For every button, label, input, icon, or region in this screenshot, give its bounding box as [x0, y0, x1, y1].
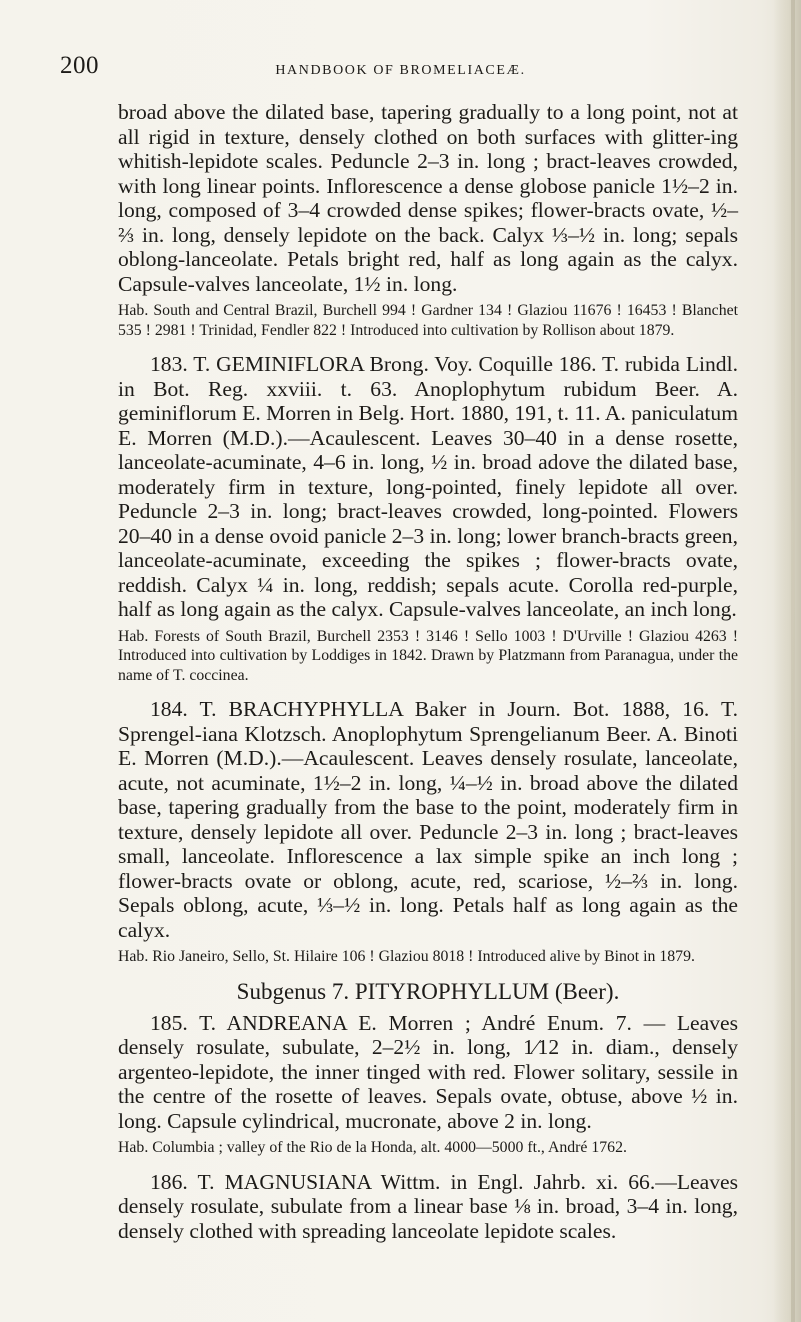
- page-binding-edge: [791, 0, 795, 1322]
- species-entry-186: 186. T. MAGNUSIANA Wittm. in Engl. Jahrb. xi. 66.—Leaves densely rosulate, subulate from a linear base ⅛ in. broad, 3–4 in. long, densely clothed with spreading lanceolate lepidote scales.: [118, 1169, 738, 1243]
- page-number: 200: [60, 52, 99, 79]
- habitat-note: Hab. Rio Janeiro, Sello, St. Hilaire 106 ! Glaziou 8018 ! Introduced alive by Binot in 1879.: [118, 948, 695, 965]
- page-text: [118, 100, 738, 1243]
- habitat-note: Hab. Forests of South Brazil, Burchell 2353 ! 3146 ! Sello 1003 ! D'Urville ! Glaziou 4263 ! Introduced into cultivation by Loddiges in 1842. Drawn by Platzmann from Paranagua, under the name of T. coccinea.: [118, 627, 738, 684]
- subgenus-heading: Subgenus 7. PITYROPHYLLUM (Beer).: [236, 978, 620, 1004]
- species-entry-185: 185. T. ANDREANA E. Morren ; André Enum. 7. — Leaves densely rosulate, subulate, 2–2½ in. long, 1⁄12 in. diam., densely argenteo-lepidote, the inner tinged with red. Flower solitary, sessile in the centre of the rosette of leaves. Sepals ovate, obtuse, above ½ in. long. Capsule cylindrical, mucronate, above 2 in. long.: [118, 1010, 738, 1133]
- habitat-note: Hab. Columbia ; valley of the Rio de la Honda, alt. 4000—5000 ft., André 1762.: [118, 1139, 627, 1156]
- running-head: HANDBOOK OF BROMELIACEÆ.: [275, 63, 526, 78]
- page-edge-shadow: [773, 0, 801, 1322]
- paragraph-continuation: broad above the dilated base, tapering gradually to a long point, not at all rigid in texture, densely clothed on both surfaces with glitter-ing whitish-lepidote scales. Peduncle 2–3 in. long ; bract-leaves crowded, with long linear points. Inflorescence a dense globose panicle 1½–2 in. long, composed of 3–4 crowded dense spikes; flower-bracts ovate, ½–⅔ in. long, densely lepidote on the back. Calyx ⅓–½ in. long; sepals oblong-lanceolate. Petals bright red, half as long again as the calyx. Capsule-valves lanceolate, 1½ in. long.: [118, 100, 738, 296]
- habitat-note: Hab. South and Central Brazil, Burchell 994 ! Gardner 134 ! Glaziou 11676 ! 16453 ! Blanchet 535 ! 2981 ! Trinidad, Fendler 822 ! Introduced into cultivation by Rollison about 1879.: [118, 302, 738, 339]
- species-entry-184: 184. T. BRACHYPHYLLA Baker in Journ. Bot. 1888, 16. T. Sprengel-iana Klotzsch. Anoplophytum Sprengelianum Beer. A. Binoti E. Morren (M.D.).—Acaulescent. Leaves densely rosulate, lanceolate, acute, not acuminate, 1½–2 in. long, ¼–½ in. broad above the dilated base, tapering gradually from the base to the point, moderately firm in texture, densely lepidote all over. Peduncle 2–3 in. long ; bract-leaves small, lanceolate. Inflorescence a lax simple spike an inch long ; flower-bracts ovate or oblong, acute, red, scariose, ½–⅔ in. long. Sepals oblong, acute, ⅓–½ in. long. Petals half as long again as the calyx.: [118, 697, 738, 942]
- species-entry-183: 183. T. GEMINIFLORA Brong. Voy. Coquille 186. T. rubida Lindl. in Bot. Reg. xxviii. t. 63. Anoplophytum rubidum Beer. A. geminiflorum E. Morren in Belg. Hort. 1880, 191, t. 11. A. paniculatum E. Morren (M.D.).—Acaulescent. Leaves 30–40 in a dense rosette, lanceolate-acuminate, 4–6 in. long, ½ in. broad adove the dilated base, moderately firm in texture, long-pointed, finely lepidote all over. Peduncle 2–3 in. long; bract-leaves crowded, long-pointed. Flowers 20–40 in a dense ovoid panicle 2–3 in. long; lower branch-bracts green, lanceolate-acuminate, exceeding the spikes ; flower-bracts ovate, reddish. Calyx ¼ in. long, reddish; sepals acute. Corolla red-purple, half as long again as the calyx. Capsule-valves lanceolate, an inch long.: [118, 352, 738, 621]
